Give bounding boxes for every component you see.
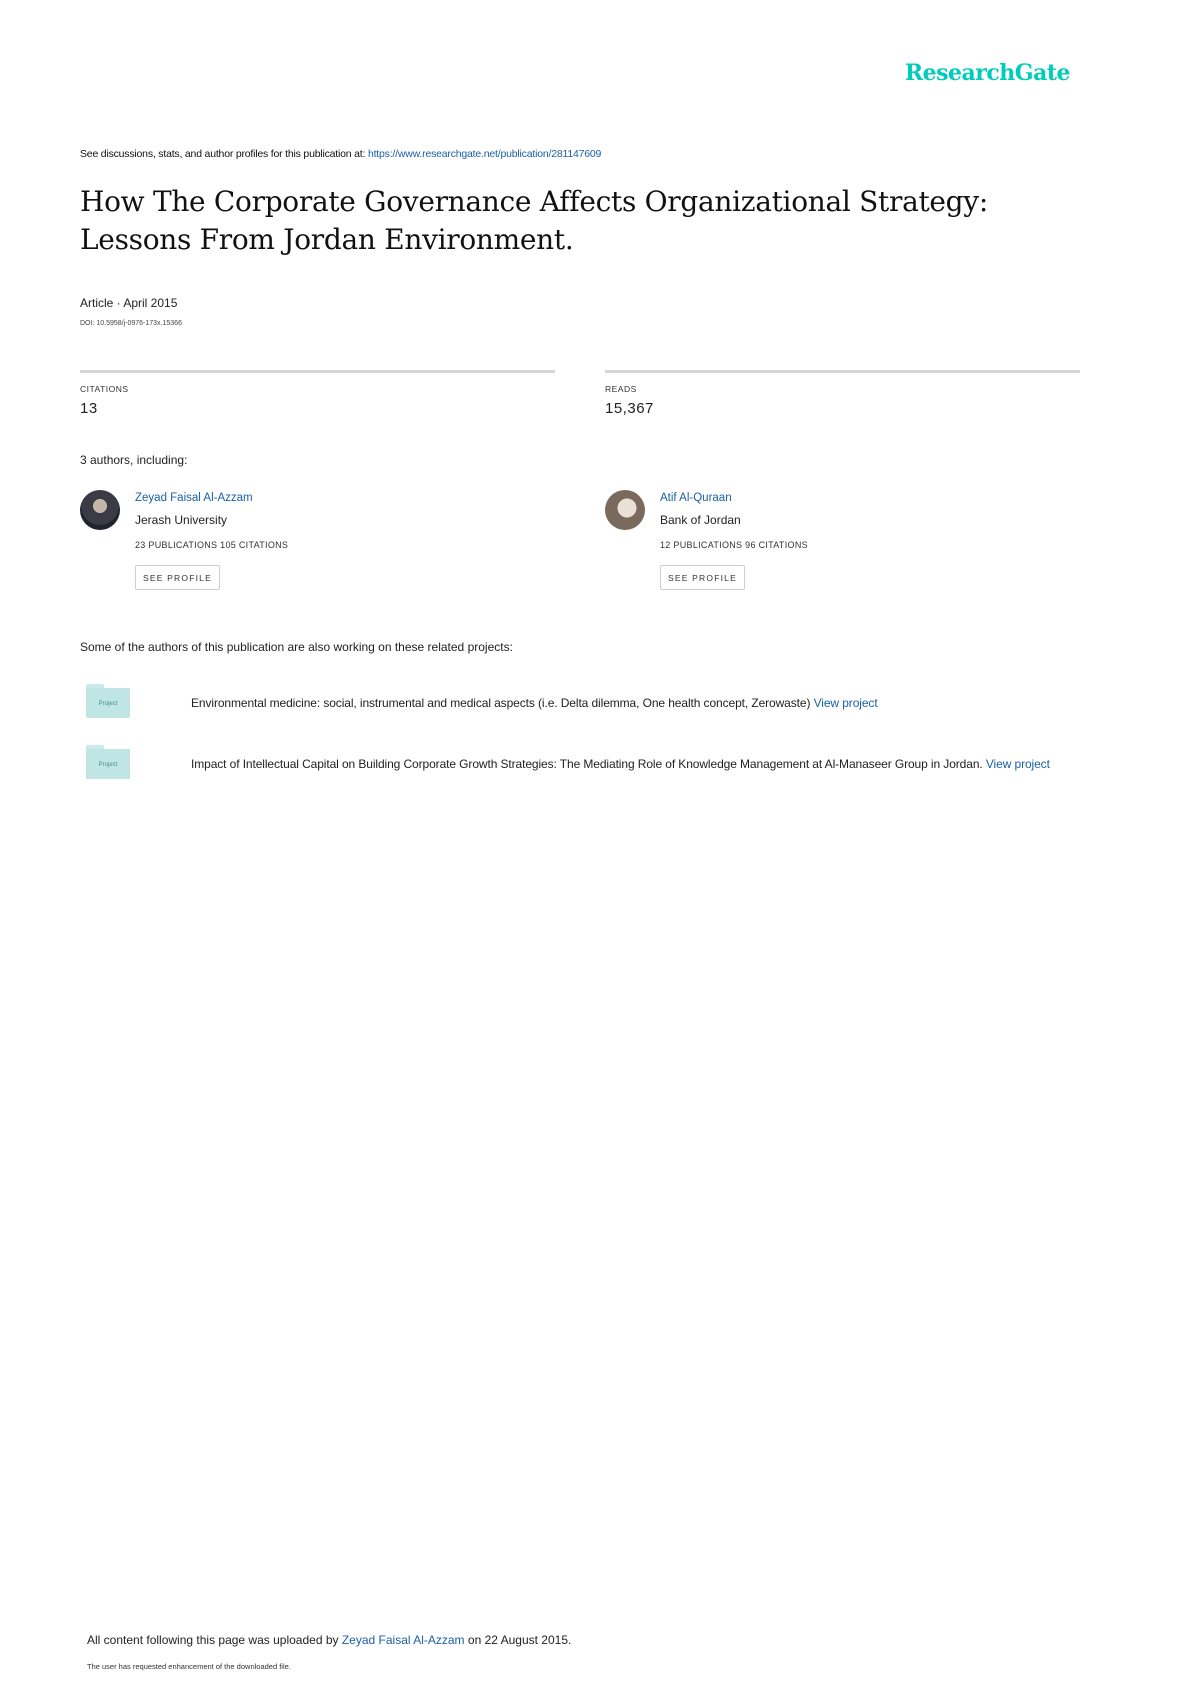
upload-suffix: on 22 August 2015.: [464, 1633, 572, 1647]
project-title: Impact of Intellectual Capital on Building Corporate Growth Strategies: The Mediating Role of Knowledge Management at Al-Manaseer Group in Jordan.: [191, 757, 986, 771]
upload-prefix: All content following this page was uploaded by: [87, 1633, 342, 1647]
author-institution: Jerash University: [135, 513, 228, 527]
enhancement-note: The user has requested enhancement of the downloaded file.: [87, 1662, 291, 1671]
authors-heading: 3 authors, including:: [80, 453, 188, 467]
author-name-link[interactable]: Zeyad Faisal Al-Azzam: [135, 492, 253, 504]
project-item: [191, 757, 1050, 771]
upload-note: [87, 1633, 571, 1647]
reads-value: 15,367: [605, 400, 654, 417]
publication-title: How The Corporate Governance Affects Organizational Strategy: Lessons From Jordan Environment.: [80, 185, 988, 256]
uploader-link[interactable]: Zeyad Faisal Al-Azzam: [341, 1633, 465, 1647]
projects-heading: Some of the authors of this publication are also working on these related projects:: [80, 640, 513, 654]
discussion-prefix: See discussions, stats, and author profiles for this publication at:: [80, 148, 368, 160]
reads-label: READS: [605, 384, 637, 394]
author-name-link[interactable]: Atif Al-Quraan: [660, 492, 732, 504]
publication-url-link[interactable]: https://www.researchgate.net/publication/281147609: [367, 148, 602, 160]
citations-divider: [80, 370, 555, 373]
see-profile-button[interactable]: SEE PROFILE: [660, 565, 745, 590]
project-folder-icon: [86, 745, 130, 779]
project-icon-label: Project: [98, 762, 118, 768]
reads-divider: [605, 370, 1080, 373]
citations-value: 13: [80, 400, 98, 417]
avatar[interactable]: [80, 490, 120, 530]
view-project-link[interactable]: View project: [985, 757, 1050, 771]
doi: DOI: 10.5958/j-0976-173x.15366: [80, 320, 182, 327]
citations-label: CITATIONS: [80, 384, 129, 394]
avatar[interactable]: [605, 490, 645, 530]
view-project-link[interactable]: View project: [813, 696, 878, 710]
author-stats: 12 PUBLICATIONS 96 CITATIONS: [660, 540, 808, 550]
article-meta: Article · April 2015: [80, 296, 178, 310]
project-icon-label: Project: [98, 701, 118, 707]
researchgate-logo[interactable]: ResearchGate: [904, 60, 1070, 86]
project-item: [191, 696, 878, 710]
see-profile-button[interactable]: SEE PROFILE: [135, 565, 220, 590]
project-title: Environmental medicine: social, instrumental and medical aspects (i.e. Delta dilemma, One health concept, Zerowaste): [191, 696, 814, 710]
discussion-line: [80, 148, 601, 160]
project-folder-icon: [86, 684, 130, 718]
author-stats: 23 PUBLICATIONS 105 CITATIONS: [135, 540, 289, 550]
author-institution: Bank of Jordan: [660, 513, 741, 527]
